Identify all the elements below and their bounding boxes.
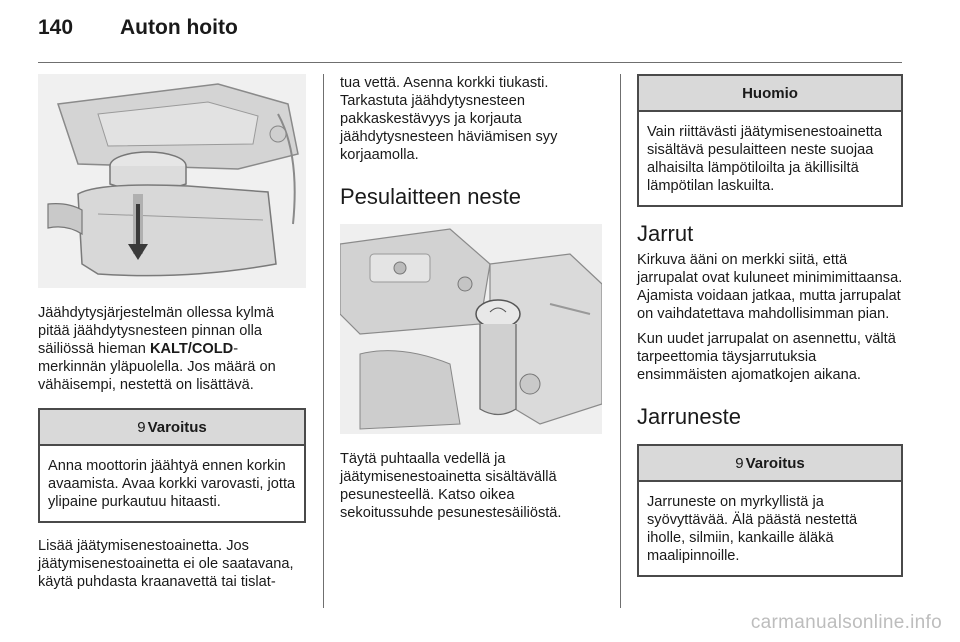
column-divider-1 <box>323 74 324 608</box>
warning-box-header <box>40 410 304 446</box>
brake-fluid-heading: Jarruneste <box>637 404 741 429</box>
warning-box-brake-fluid <box>637 444 903 577</box>
note-text: Vain riittävästi jäätymisenestoainetta sisältävä pesulaitteen neste suojaa alhaisilta lämpötiloilta ja äkillisiltä lämpötilan laskuilta. <box>647 124 882 194</box>
warning-box-header <box>639 446 901 482</box>
warning-box-coolant <box>38 408 306 523</box>
warning-text: Jarruneste on myrkyllistä ja syövyttävää. Älä päästä nestettä iholle, silmiin, kankaille äläkä maalipinnoille. <box>647 494 858 564</box>
warning-title: Varoitus <box>745 455 805 472</box>
note-box-header: Huomio <box>639 76 901 112</box>
column-1 <box>38 74 306 591</box>
warning-icon: 9 <box>137 419 146 436</box>
washer-fluid-heading: Pesulaitteen neste <box>340 184 522 209</box>
coolant-continuation-paragraph: tua vettä. Asenna korkki tiukasti. Tarkastuta jäähdytysnesteen pakkaskestävyys ja korjauta jäähdytysnesteen häviämisen syy korjaamolla. <box>340 75 558 163</box>
brakes-heading: Jarrut <box>637 221 694 246</box>
section-title: Auton hoito <box>120 16 238 39</box>
washer-fluid-paragraph: Täytä puhtaalla vedellä ja jäätymisenestoainetta sisältävällä pesunesteellä. Katso oikea sekoitussuhde pesunestesäiliöstä. <box>340 451 562 521</box>
page-header <box>38 16 238 50</box>
brakes-paragraph-1: Kirkuva ääni on merkki siitä, että jarrupalat ovat kuluneet minimimittaansa. Ajamista voidaan jatkaa, mutta jarrupalat on vaihdatettava mahdollisimman pian. <box>637 252 903 322</box>
coolant-level-paragraph <box>38 304 306 394</box>
warning-icon: 9 <box>735 455 744 472</box>
header-rule <box>38 62 902 63</box>
column-2 <box>340 74 604 522</box>
coolant-level-text-1: Jäähdytysjärjestelmän ollessa kylmä pitää jäähdytysnesteen pinnan olla säiliössä hieman <box>38 305 275 357</box>
column-3 <box>637 74 903 577</box>
antifreeze-paragraph: Lisää jäätymisenestoainetta. Jos jäätymisenestoainetta ei ole saatavana, käytä puhdasta kraanavettä tai tislat- <box>38 538 294 590</box>
note-box-washer <box>637 74 903 207</box>
coolant-level-text-2: -merkinnän yläpuolella. Jos määrä on vähäisempi, nestettä on lisättävä. <box>38 341 276 393</box>
warning-title: Varoitus <box>147 419 207 436</box>
brakes-paragraph-2: Kun uudet jarrupalat on asennettu, vältä tarpeettomia täysjarrutuksia ensimmäisten ajomatkojen aikana. <box>637 331 896 383</box>
warning-text: Anna moottorin jäähtyä ennen korkin avaamista. Avaa korkki varovasti, jotta ylipaine purkautuu hitaasti. <box>48 458 296 510</box>
kalt-cold-mark: KALT/COLD <box>149 341 234 357</box>
page-number: 140 <box>38 16 74 39</box>
column-divider-2 <box>620 74 621 608</box>
coolant-reservoir-illustration <box>38 74 306 288</box>
watermark: carmanualsonline.info <box>750 612 942 633</box>
washer-reservoir-illustration <box>340 224 602 434</box>
